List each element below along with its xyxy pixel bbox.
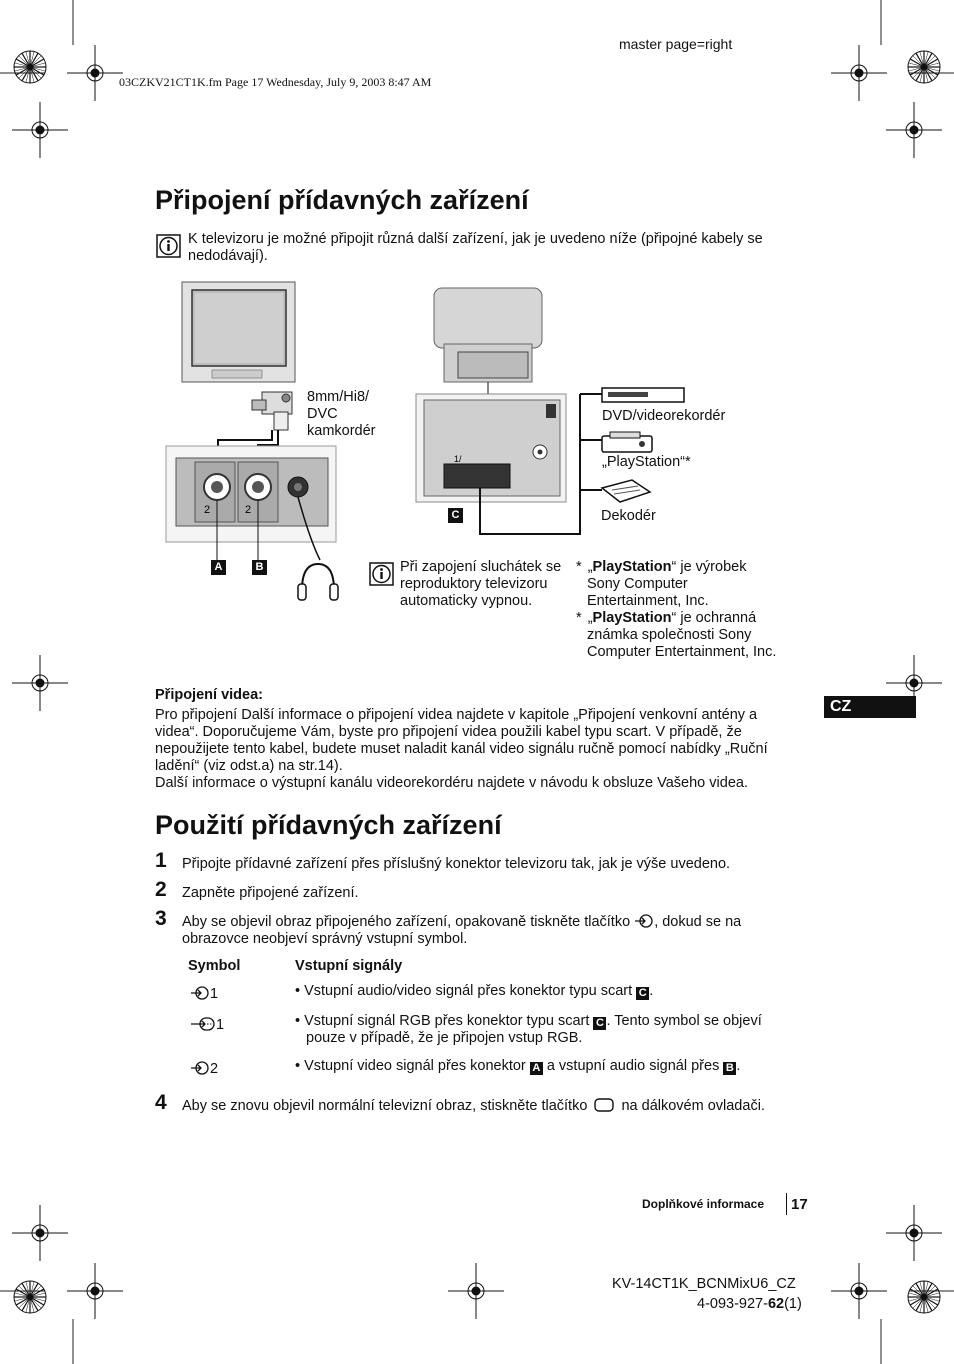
file-info: 03CZKV21CT1K.fm Page 17 Wednesday, July 9, 2003 8:47 AM — [119, 75, 432, 89]
footnote-2: * „PlayStation“ je ochranná známka společnosti Sony Computer Entertainment, Inc. — [576, 610, 777, 660]
dvd-label: DVD/videorekordér — [602, 408, 726, 424]
step-text-4: Aby se znovu objevil normální televizní obraz, stiskněte tlačítko na dálkovém ovladači. — [182, 1098, 765, 1114]
footnote-1: * „PlayStation“ je výrobek Sony Computer Entertainment, Inc. — [576, 559, 747, 609]
jack-label-1: 2 — [204, 504, 211, 516]
step-text-3: Aby se objevil obraz připojeného zařízení, opakovaně tiskněte tlačítko , dokud se na obrazovce neobjeví správný vstupní symbol. — [182, 914, 742, 947]
video-paragraph: Pro připojení Další informace o připojení videa najdete v kapitole „Připojení venkovní antény a videa“. Doporučujeme Vám, byste pro připojení videa použili kabel typu scart. V případě, že nepoužijete tento kabel, budete muset naladit kanál video signálu ručně pomocí nabídky „Ruční ladění“ (viz odst.a) na str.14). Další informace o výstupní kanálu videorekordéru najdete v návodu k obsluze Vašeho videa. — [155, 707, 768, 791]
footer-section: Doplňkové informace — [642, 1197, 765, 1211]
info-text: K televizoru je možné připojit různá další zařízení, jak je uvedeno níže (připojné kabely se nedodávají). — [188, 231, 763, 264]
step-number-1: 1 — [155, 849, 167, 872]
camcorder-label: 8mm/Hi8/ DVC kamkordér — [307, 389, 376, 439]
playstation-icon — [602, 432, 652, 452]
table-row-symbol-3: 2 — [190, 1061, 218, 1078]
step-text-2: Zapněte připojené zařízení. — [182, 885, 359, 901]
footer-divider — [786, 1193, 787, 1215]
table-row-symbol-1: 1 — [190, 986, 218, 1003]
table-header-symbol: Symbol — [188, 958, 241, 974]
jack-label-2: 2 — [245, 504, 252, 516]
decoder-label: Dekodér — [601, 508, 656, 524]
page-number: 17 — [791, 1196, 808, 1213]
step-number-3: 3 — [155, 907, 167, 930]
label-box-c: C — [448, 508, 463, 523]
table-row-symbol-2: 1 — [190, 1017, 224, 1034]
playstation-label: „PlayStation“* — [602, 454, 691, 470]
rgb-input-symbol-icon — [190, 1017, 216, 1031]
table-row-2: • Vstupní signál RGB přes konektor typu scart C . Tento symbol se objeví pouze v případě, že je připojen vstup RGB. — [295, 1013, 762, 1046]
info-icon — [156, 234, 181, 258]
step-number-4: 4 — [155, 1091, 167, 1114]
headphone-note: Při zapojení sluchátek se reproduktory televizoru automaticky vypnou. — [400, 559, 562, 609]
input-symbol-icon-2 — [190, 1061, 210, 1075]
section-title-use: Použití přídavných zařízení — [155, 810, 502, 840]
footer-code: 4-093-927-62(1) — [697, 1296, 802, 1312]
table-row-3: • Vstupní video signál přes konektor A a vstupní audio signál přes B . — [295, 1058, 741, 1074]
input-select-icon — [634, 914, 654, 928]
table-header-signal: Vstupní signály — [295, 958, 403, 974]
front-connection-diagram — [160, 280, 390, 610]
footer-model: KV-14CT1K_BCNMixU6_CZ — [612, 1276, 796, 1292]
headphones-icon — [298, 564, 338, 600]
decoder-icon — [602, 480, 650, 502]
table-row-1: • Vstupní audio/video signál přes konektor typu scart C . — [295, 983, 654, 999]
scart-label: 1/ — [454, 454, 462, 464]
master-page-label: master page=right — [619, 36, 733, 52]
tv-button-icon — [593, 1098, 615, 1112]
label-box-b: B — [252, 560, 267, 575]
dvd-recorder-icon — [602, 388, 684, 402]
step-text-1: Připojte přídavné zařízení přes příslušný konektor televizoru tak, jak je výše uvedeno. — [182, 856, 731, 872]
camcorder-icon — [252, 392, 292, 430]
video-heading: Připojení videa: — [155, 687, 263, 703]
input-symbol-icon — [190, 986, 210, 1000]
step-number-2: 2 — [155, 878, 167, 901]
language-tab: CZ — [824, 696, 916, 718]
label-box-a: A — [211, 560, 226, 575]
info-icon-headphones — [369, 562, 394, 586]
section-title-connect: Připojení přídavných zařízení — [155, 185, 529, 215]
